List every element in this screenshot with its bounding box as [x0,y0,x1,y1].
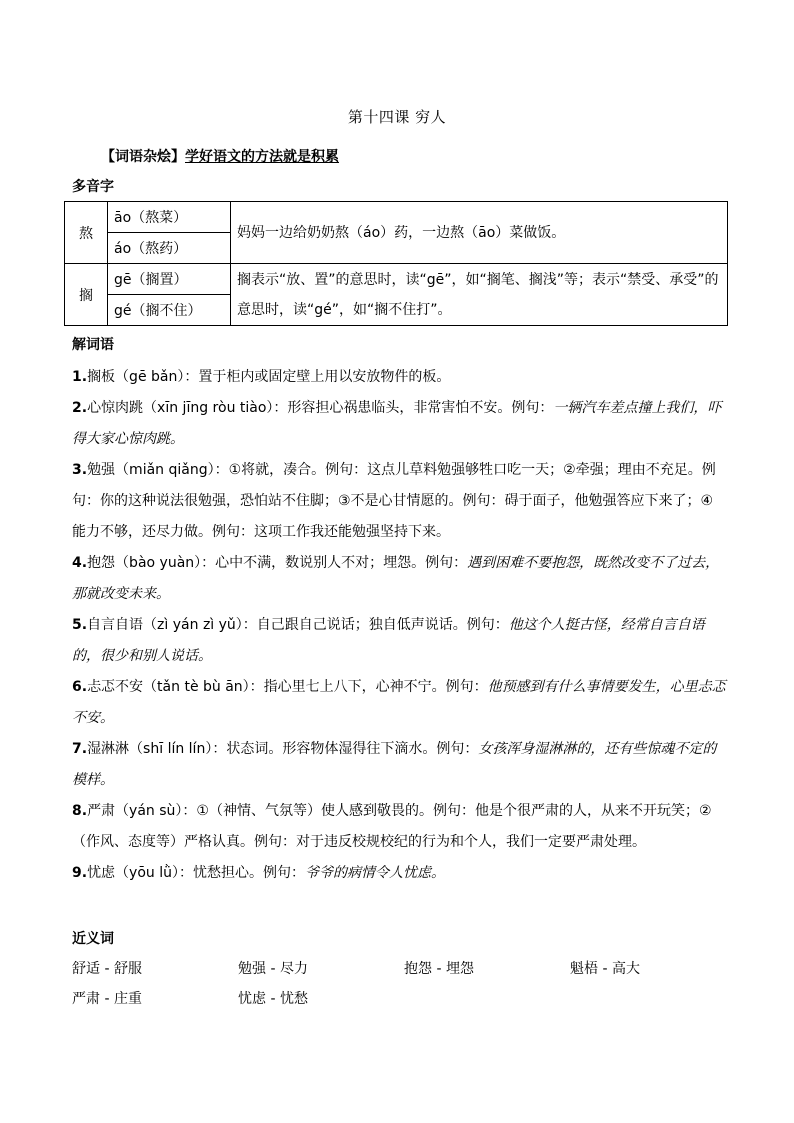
entry-example: 一辆汽车差点撞上我们，吓得大家心惊肉跳。 [72,400,722,447]
poly-char: 熬 [65,202,108,264]
vocab-entry [72,734,726,796]
intro-bracket: 【词语杂烩】 [101,149,185,165]
entry-number: 4. [72,555,88,571]
vocab-entry [72,393,726,455]
entry-example: 女孩浑身湿淋淋的，还有些惊魂不定的模样。 [72,741,717,788]
entry-text: 严肃（yán sù）：①（神情、气氛等）使人感到敬畏的。例句：他是个很严肃的人，从来不开玩笑；②（作风、态度等）严格认真。例句：对于违反校规校纪的行为和个人，我们一定要严肃处理。 [72,803,712,850]
entry-example: 遇到困难不要抱怨，既然改变不了过去，那就改变未来。 [72,555,720,602]
poly-explanation: 妈妈一边给奶奶熬（áo）药，一边熬（āo）菜做饭。 [231,202,728,264]
vocab-entry [72,672,726,734]
poly-pron: gē（搁置） [108,264,231,295]
synonym-pair: 舒适 - 舒服 [72,961,142,977]
entry-text: 忧虑（yōu lǜ）：忧愁担心。例句： [87,865,305,881]
entry-number: 6. [72,679,88,695]
poly-pron: āo（熬菜） [108,202,231,233]
page-title: 第十四课 穷人 [347,108,447,126]
entry-text: 湿淋淋（shī lín lín）：状态词。形容物体湿得往下滴水。例句： [87,741,479,757]
entry-text: 勉强（miǎn qiǎng）：①将就，凑合。例句：这点儿草料勉强够牲口吃一天；②牵强；理由不充足。例句：你的这种说法很勉强，恐怕站不住脚；③不是心甘情愿的。例句：碍于面子，他勉强答应下来了；④能力不够，还尽力做。例句：这项工作我还能勉强坚持下来。 [72,462,716,540]
vocab-list [72,362,726,889]
table-row [65,202,728,233]
poly-explanation: 搁表示“放、置”的意思时，读“gē”，如“搁笔、搁浅”等；表示“禁受、承受”的意思时，读“gé”，如“搁不住打”。 [231,264,728,326]
entry-number: 1. [72,369,88,385]
table-row [65,264,728,295]
vocab-heading: 解词语 [72,337,114,353]
entry-number: 8. [72,803,88,819]
vocab-entry [72,858,726,889]
synonym-pair: 勉强 - 尽力 [238,961,308,977]
polyphonic-table [64,201,728,326]
entry-example: 爷爷的病情令人忧虑。 [305,865,445,881]
entry-text: 忐忑不安（tǎn tè bù ān）：指心里七上八下，心神不宁。例句： [87,679,488,695]
entry-number: 5. [72,617,88,633]
synonym-pair: 抱怨 - 埋怨 [404,961,474,977]
vocab-entry [72,362,726,393]
entry-text: 心惊肉跳（xīn jīng ròu tiào）：形容担心祸患临头，非常害怕不安。例句： [87,400,554,416]
entry-example: 他这个人挺古怪，经常自言自语的，很少和别人说话。 [72,617,705,664]
entry-text: 抱怨（bào yuàn）：心中不满，数说别人不对；埋怨。例句： [87,555,468,571]
intro-emphasis: 学好语文的方法就是积累 [185,149,339,165]
synonym-pair: 严肃 - 庄重 [72,991,142,1007]
entry-text: 搁板（gē bǎn）：置于柜内或固定壁上用以安放物件的板。 [87,369,451,385]
vocab-entry [72,455,726,548]
poly-pron: gé（搁不住） [108,295,231,326]
synonym-pair: 忧虑 - 忧愁 [238,991,308,1007]
entry-text: 自言自语（zì yán zì yǔ）：自己跟自己说话；独自低声说话。例句： [87,617,509,633]
synonym-pair: 魁梧 - 高大 [570,961,640,977]
poly-char: 搁 [65,264,108,326]
vocab-entry [72,796,726,858]
entry-number: 7. [72,741,88,757]
entry-number: 2. [72,400,88,416]
poly-pron: áo（熬药） [108,233,231,264]
entry-number: 9. [72,865,88,881]
polyphonic-heading: 多音字 [72,179,114,195]
section-intro [101,146,339,166]
entry-number: 3. [72,462,88,478]
entry-example: 他预感到有什么事情要发生，心里忐忑不安。 [72,679,726,726]
vocab-entry [72,610,726,672]
vocab-entry [72,548,726,610]
synonym-heading: 近义词 [72,931,114,947]
